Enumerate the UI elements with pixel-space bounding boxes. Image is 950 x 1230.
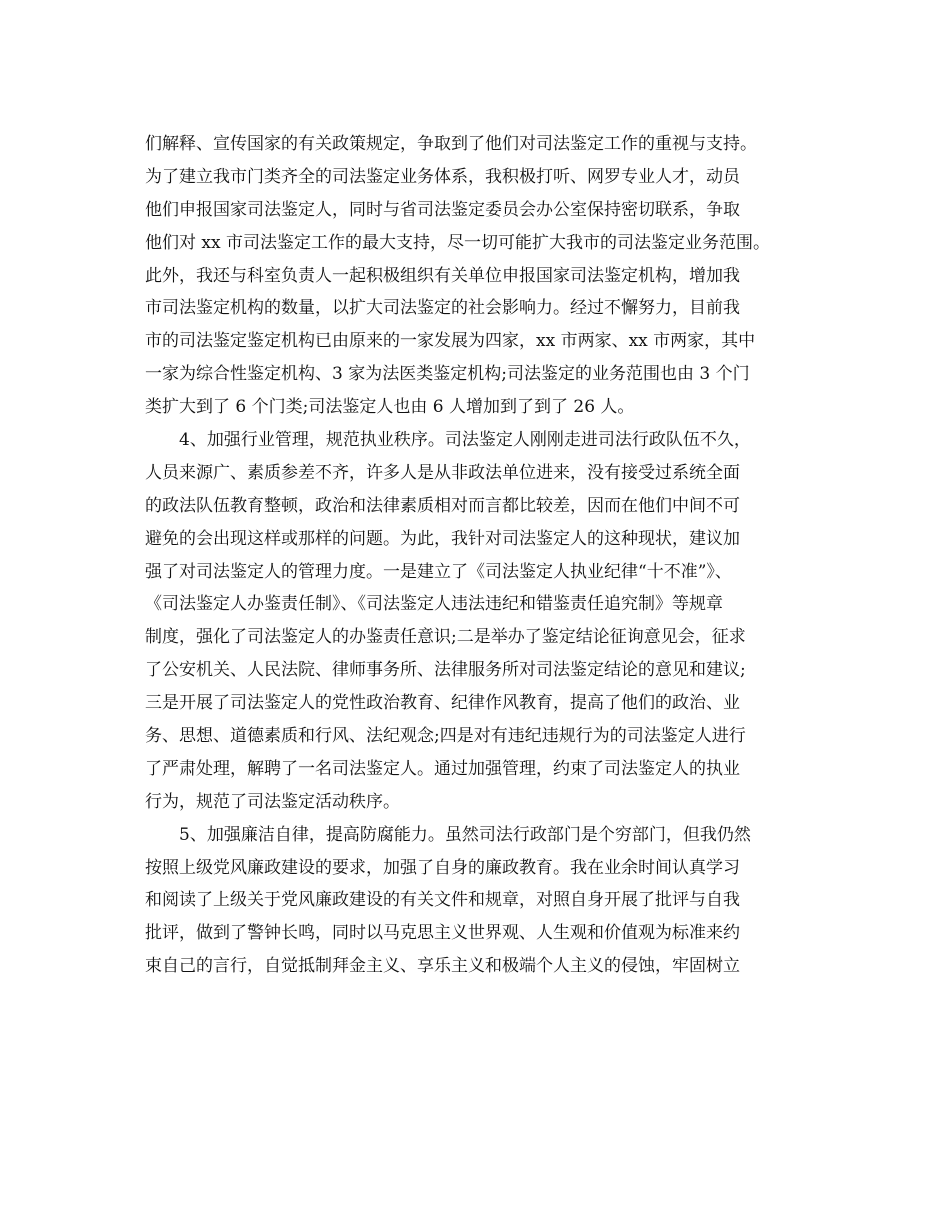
text-line: 制度，强化了司法鉴定人的办鉴责任意识;二是举办了鉴定结论征询意见会，征求 xyxy=(145,627,746,648)
text-line: 行为，规范了司法鉴定活动秩序。 xyxy=(145,791,400,812)
text-line: 市司法鉴定机构的数量，以扩大司法鉴定的社会影响力。经过不懈努力，目前我 xyxy=(145,298,740,319)
text-line: 按照上级党风廉政建设的要求，加强了自身的廉政教育。我在业余时间认真学习 xyxy=(145,857,740,878)
text-line: 批评，做到了警钟长鸣，同时以马克思主义世界观、人生观和价值观为标准来约 xyxy=(145,923,740,944)
text-line: 市的司法鉴定鉴定机构已由原来的一家发展为四家，xx 市两家、xx 市两家，其中 xyxy=(145,331,756,352)
text-line: 人员来源广、素质参差不齐，许多人是从非政法单位进来，没有接受过系统全面 xyxy=(145,462,740,483)
paragraph-4-start-line: 4、加强行业管理，规范执业秩序。司法鉴定人刚刚走进司法行政队伍不久， xyxy=(145,430,751,451)
text-line: 和阅读了上级关于党风廉政建设的有关文件和规章，对照自身开展了批评与自我 xyxy=(145,890,740,911)
text-line: 一家为综合性鉴定机构、3 家为法医类鉴定机构;司法鉴定的业务范围也由 3 个门 xyxy=(145,364,750,385)
text-line: 了严肃处理，解聘了一名司法鉴定人。通过加强管理，约束了司法鉴定人的执业 xyxy=(145,758,740,779)
document-body xyxy=(145,128,825,983)
text-line: 务、思想、道德素质和行风、法纪观念;四是对有违纪违规行为的司法鉴定人进行 xyxy=(145,726,746,747)
text-line: 《司法鉴定人办鉴责任制》、《司法鉴定人违法违纪和错鉴责任追究制》等规章 xyxy=(145,594,723,615)
text-line: 了公安机关、人民法院、律师事务所、法律服务所对司法鉴定结论的意见和建议; xyxy=(145,660,746,681)
paragraph-5-start-line: 5、加强廉洁自律，提高防腐能力。虽然司法行政部门是个穷部门，但我仍然 xyxy=(145,824,751,845)
text-line: 避免的会出现这样或那样的问题。为此，我针对司法鉴定人的这种现状，建议加 xyxy=(145,528,740,549)
text-line: 他们对 xx 市司法鉴定工作的最大支持，尽一切可能扩大我市的司法鉴定业务范围。 xyxy=(145,232,770,253)
text-line: 束自己的言行，自觉抵制拜金主义、享乐主义和极端个人主义的侵蚀，牢固树立 xyxy=(145,956,740,977)
text-line: 的政法队伍教育整顿，政治和法律素质相对而言都比较差，因而在他们中间不可 xyxy=(145,495,740,516)
text-line: 类扩大到了 6 个门类;司法鉴定人也由 6 人增加到了到了 26 人。 xyxy=(145,397,635,418)
text-line: 他们申报国家司法鉴定人，同时与省司法鉴定委员会办公室保持密切联系，争取 xyxy=(145,199,740,220)
text-line: 三是开展了司法鉴定人的党性政治教育、纪律作风教育，提高了他们的政治、业 xyxy=(145,693,740,714)
text-line: 们解释、宣传国家的有关政策规定，争取到了他们对司法鉴定工作的重视与支持。 xyxy=(145,134,757,154)
text-line: 为了建立我市门类齐全的司法鉴定业务体系，我积极打听、网罗专业人才，动员 xyxy=(145,166,740,187)
text-line: 强了对司法鉴定人的管理力度。一是建立了《司法鉴定人执业纪律“十不准”》、 xyxy=(145,561,732,582)
text-line: 此外，我还与科室负责人一起积极组织有关单位申报国家司法鉴定机构，增加我 xyxy=(145,265,740,286)
